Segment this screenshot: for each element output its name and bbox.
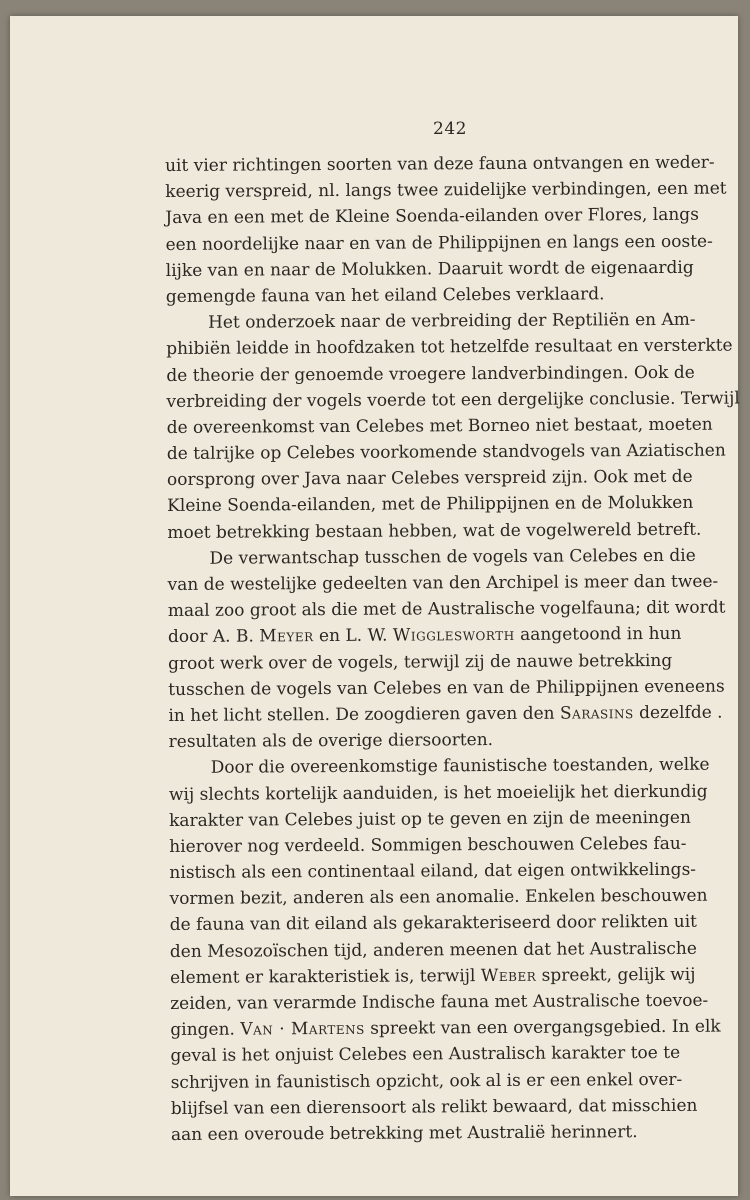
author-name: Meyer bbox=[259, 626, 314, 647]
text-line: phibiën leidde in hoofdzaken tot hetzelfde resultaat en versterkte bbox=[166, 335, 733, 360]
text-line: gemengde fauna van het eiland Celebes verklaard. bbox=[165, 284, 605, 307]
text-line: verbreiding der vogels voerde tot een dergelijke conclusie. Terwijl bbox=[166, 388, 740, 412]
author-name: Sarasins bbox=[559, 703, 634, 724]
text-run: in het licht stellen. De zoogdieren gaven den bbox=[168, 703, 561, 726]
text-run: door A. B. bbox=[167, 626, 260, 648]
text-line: de talrijke op Celebes voorkomende standvogels van Aziatischen bbox=[166, 440, 726, 465]
text-line: de theorie der genoemde vroegere landverbindingen. Ook de bbox=[166, 362, 695, 386]
text-run: aangetoond in hun bbox=[514, 624, 682, 646]
text-line: uit vier richtingen soorten van deze fauna ontvangen en weder- bbox=[165, 152, 715, 176]
author-name: Van · Martens bbox=[240, 1018, 365, 1040]
text-line: Door die overeenkomstige faunistische toestanden, welke bbox=[210, 754, 710, 779]
text-line: schrijven in faunistisch opzicht, ook al is er een enkel over- bbox=[170, 1069, 683, 1093]
text-line: maal zoo groot als die met de Australische vogelfauna; dit wordt bbox=[167, 597, 726, 622]
text-line: geval is het onjuist Celebes een Australisch karakter toe te bbox=[170, 1043, 681, 1067]
text-line: Het onderzoek naar de verbreiding der Reptiliën en Am- bbox=[207, 309, 696, 333]
text-run: en L. W. bbox=[313, 625, 393, 647]
text-line: Kleine Soenda-eilanden, met de Philippijnen en de Molukken bbox=[167, 493, 694, 517]
author-name: Wigglesworth bbox=[392, 625, 515, 646]
text-line: groot werk over de vogels, terwijl zij de nauwe betrekking bbox=[168, 650, 673, 674]
text-line: oorsprong over Java naar Celebes verspreid zijn. Ook met de bbox=[166, 467, 693, 491]
text-run: dezelfde . bbox=[633, 702, 723, 724]
text-line: hierover nog verdeeld. Sommigen beschouwen Celebes fau- bbox=[169, 833, 687, 857]
text-line bbox=[168, 621, 728, 651]
text-line: van de westelijke gedeelten van den Archipel is meer dan twee- bbox=[167, 571, 719, 595]
text-line bbox=[168, 700, 728, 730]
text-line: de overeenkomst van Celebes met Borneo niet bestaat, moeten bbox=[166, 414, 713, 438]
page-number: 242 bbox=[433, 119, 467, 139]
text-line: nistisch als een continentaal eiland, dat eigen ontwikkelings- bbox=[169, 859, 697, 884]
book-page bbox=[10, 16, 738, 1196]
text-line: blijfsel van een dierensoort als relikt bewaard, dat misschien bbox=[170, 1095, 698, 1119]
text-line: lijke van en naar de Molukken. Daaruit wordt de eigenaardig bbox=[165, 257, 694, 281]
text-line: de fauna van dit eiland als gekarakteriseerd door relikten uit bbox=[169, 912, 698, 936]
text-line: Java en een met de Kleine Soenda-eilanden over Flores, langs bbox=[165, 205, 699, 229]
text-line: tusschen de vogels van Celebes en van de Philippijnen eveneens bbox=[168, 676, 725, 700]
text-line: den Mesozoïschen tijd, anderen meenen dat het Australische bbox=[169, 938, 697, 962]
text-line: wij slechts kortelijk aanduiden, is het moeielijk het dierkundig bbox=[168, 781, 708, 805]
text-line: een noordelijke naar en van de Philippijnen en langs een ooste- bbox=[165, 231, 713, 255]
text-line: keerig verspreid, nl. langs twee zuidelijke verbindingen, een met bbox=[165, 178, 727, 203]
text-run: spreekt, gelijk wij bbox=[536, 964, 696, 986]
text-line: karakter van Celebes juist op te geven en zijn de meeningen bbox=[169, 807, 691, 831]
text-run: element er karakteristiek is, terwijl bbox=[169, 965, 481, 988]
text-line: vormen bezit, anderen als een anomalie. Enkelen beschouwen bbox=[169, 885, 708, 910]
text-line bbox=[170, 1014, 730, 1044]
text-line: aan een overoude betrekking met Australië herinnert. bbox=[170, 1122, 638, 1145]
body-text bbox=[165, 150, 740, 1149]
text-line: De verwantschap tusschen de vogels van Celebes en die bbox=[209, 545, 696, 569]
text-line bbox=[170, 961, 730, 991]
text-run: gingen. bbox=[170, 1019, 241, 1041]
text-line: zeiden, van verarmde Indische fauna met Australische toevoe- bbox=[170, 990, 709, 1014]
text-run: spreekt van een overgangsgebied. In elk bbox=[364, 1016, 721, 1039]
text-line: resultaten als de overige diersoorten. bbox=[168, 730, 494, 753]
author-name: Weber bbox=[480, 965, 537, 986]
text-line: moet betrekking bestaan hebben, wat de vogelwereld betreft. bbox=[167, 519, 702, 543]
